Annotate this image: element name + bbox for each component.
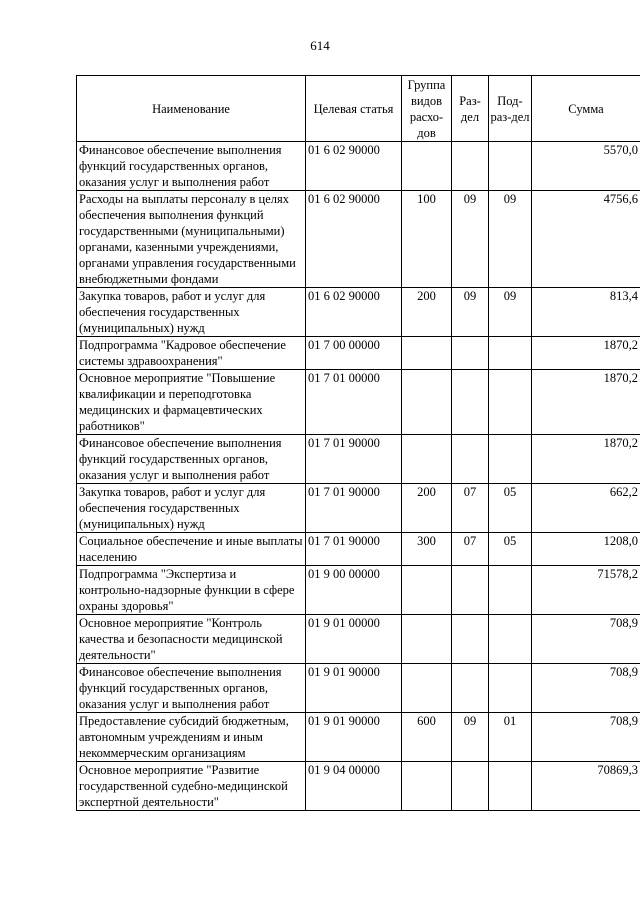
cell-name: Закупка товаров, работ и услуг для обеспечения государственных (муниципальных) нужд <box>77 288 306 337</box>
budget-table <box>76 75 640 811</box>
cell-section <box>452 142 489 191</box>
cell-target-article: 01 7 01 90000 <box>306 533 402 566</box>
cell-subsection <box>489 370 532 435</box>
cell-section <box>452 615 489 664</box>
cell-section <box>452 762 489 811</box>
cell-subsection <box>489 435 532 484</box>
table-row <box>77 713 640 762</box>
header-sum: Сумма <box>532 76 640 142</box>
cell-target-article: 01 7 01 00000 <box>306 370 402 435</box>
table-row <box>77 533 640 566</box>
cell-sum: 70869,3 <box>532 762 640 811</box>
cell-subsection <box>489 142 532 191</box>
cell-target-article: 01 9 01 00000 <box>306 615 402 664</box>
table-row <box>77 435 640 484</box>
table-row <box>77 288 640 337</box>
cell-target-article: 01 7 01 90000 <box>306 435 402 484</box>
cell-subsection: 05 <box>489 484 532 533</box>
cell-name: Расходы на выплаты персоналу в целях обеспечения выполнения функций государственными (муниципальными) органами, казенными учреждениями, органами управления государственными внебюджетными фондами <box>77 191 306 288</box>
cell-section: 09 <box>452 191 489 288</box>
cell-expense-group: 200 <box>402 288 452 337</box>
cell-subsection <box>489 615 532 664</box>
header-expense-group: Группа видов расхо-дов <box>402 76 452 142</box>
table-row <box>77 142 640 191</box>
table-row <box>77 615 640 664</box>
cell-section: 09 <box>452 713 489 762</box>
cell-expense-group <box>402 142 452 191</box>
cell-expense-group: 300 <box>402 533 452 566</box>
cell-sum: 4756,6 <box>532 191 640 288</box>
cell-subsection <box>489 762 532 811</box>
table-body <box>77 142 640 811</box>
cell-subsection: 09 <box>489 288 532 337</box>
cell-sum: 1870,2 <box>532 337 640 370</box>
header-name: Наименование <box>77 76 306 142</box>
cell-target-article: 01 7 00 00000 <box>306 337 402 370</box>
cell-section: 07 <box>452 484 489 533</box>
cell-expense-group: 200 <box>402 484 452 533</box>
cell-target-article: 01 6 02 90000 <box>306 288 402 337</box>
table-row <box>77 370 640 435</box>
table-row <box>77 484 640 533</box>
cell-sum: 708,9 <box>532 615 640 664</box>
cell-name: Основное мероприятие "Повышение квалификации и переподготовка медицинских и фармацевтических работников" <box>77 370 306 435</box>
cell-name: Закупка товаров, работ и услуг для обеспечения государственных (муниципальных) нужд <box>77 484 306 533</box>
cell-expense-group <box>402 370 452 435</box>
cell-subsection: 05 <box>489 533 532 566</box>
cell-expense-group <box>402 615 452 664</box>
cell-sum: 1870,2 <box>532 435 640 484</box>
cell-subsection <box>489 664 532 713</box>
cell-subsection: 01 <box>489 713 532 762</box>
cell-target-article: 01 9 04 00000 <box>306 762 402 811</box>
cell-section <box>452 370 489 435</box>
cell-sum: 708,9 <box>532 713 640 762</box>
table-row <box>77 191 640 288</box>
cell-subsection <box>489 337 532 370</box>
cell-target-article: 01 7 01 90000 <box>306 484 402 533</box>
cell-expense-group <box>402 762 452 811</box>
cell-expense-group <box>402 435 452 484</box>
header-section: Раз-дел <box>452 76 489 142</box>
cell-sum: 71578,2 <box>532 566 640 615</box>
cell-name: Финансовое обеспечение выполнения функций государственных органов, оказания услуг и выполнения работ <box>77 142 306 191</box>
cell-target-article: 01 9 01 90000 <box>306 664 402 713</box>
cell-section <box>452 566 489 615</box>
cell-expense-group <box>402 664 452 713</box>
cell-expense-group: 600 <box>402 713 452 762</box>
cell-name: Социальное обеспечение и иные выплаты населению <box>77 533 306 566</box>
cell-expense-group <box>402 337 452 370</box>
header-target-article: Целевая статья <box>306 76 402 142</box>
header-subsection: Под-раз-дел <box>489 76 532 142</box>
cell-section <box>452 435 489 484</box>
cell-section: 09 <box>452 288 489 337</box>
cell-name: Финансовое обеспечение выполнения функций государственных органов, оказания услуг и выполнения работ <box>77 435 306 484</box>
table-row <box>77 337 640 370</box>
table-row <box>77 566 640 615</box>
cell-section <box>452 664 489 713</box>
cell-sum: 5570,0 <box>532 142 640 191</box>
table-row <box>77 664 640 713</box>
cell-section <box>452 337 489 370</box>
table-row <box>77 762 640 811</box>
cell-subsection: 09 <box>489 191 532 288</box>
cell-expense-group <box>402 566 452 615</box>
cell-expense-group: 100 <box>402 191 452 288</box>
cell-target-article: 01 9 01 90000 <box>306 713 402 762</box>
cell-sum: 1870,2 <box>532 370 640 435</box>
table-header-row <box>77 76 640 142</box>
cell-section: 07 <box>452 533 489 566</box>
cell-name: Основное мероприятие "Развитие государственной судебно-медицинской экспертной деятельности" <box>77 762 306 811</box>
cell-sum: 813,4 <box>532 288 640 337</box>
cell-target-article: 01 6 02 90000 <box>306 142 402 191</box>
cell-name: Подпрограмма "Экспертиза и контрольно-надзорные функции в сфере охраны здоровья" <box>77 566 306 615</box>
page-number: 614 <box>310 38 330 53</box>
cell-sum: 708,9 <box>532 664 640 713</box>
cell-sum: 1208,0 <box>532 533 640 566</box>
cell-name: Основное мероприятие "Контроль качества и безопасности медицинской деятельности" <box>77 615 306 664</box>
cell-target-article: 01 6 02 90000 <box>306 191 402 288</box>
cell-name: Финансовое обеспечение выполнения функций государственных органов, оказания услуг и выполнения работ <box>77 664 306 713</box>
cell-name: Подпрограмма "Кадровое обеспечение системы здравоохранения" <box>77 337 306 370</box>
cell-sum: 662,2 <box>532 484 640 533</box>
cell-name: Предоставление субсидий бюджетным, автономным учреждениям и иным некоммерческим организациям <box>77 713 306 762</box>
cell-target-article: 01 9 00 00000 <box>306 566 402 615</box>
cell-subsection <box>489 566 532 615</box>
